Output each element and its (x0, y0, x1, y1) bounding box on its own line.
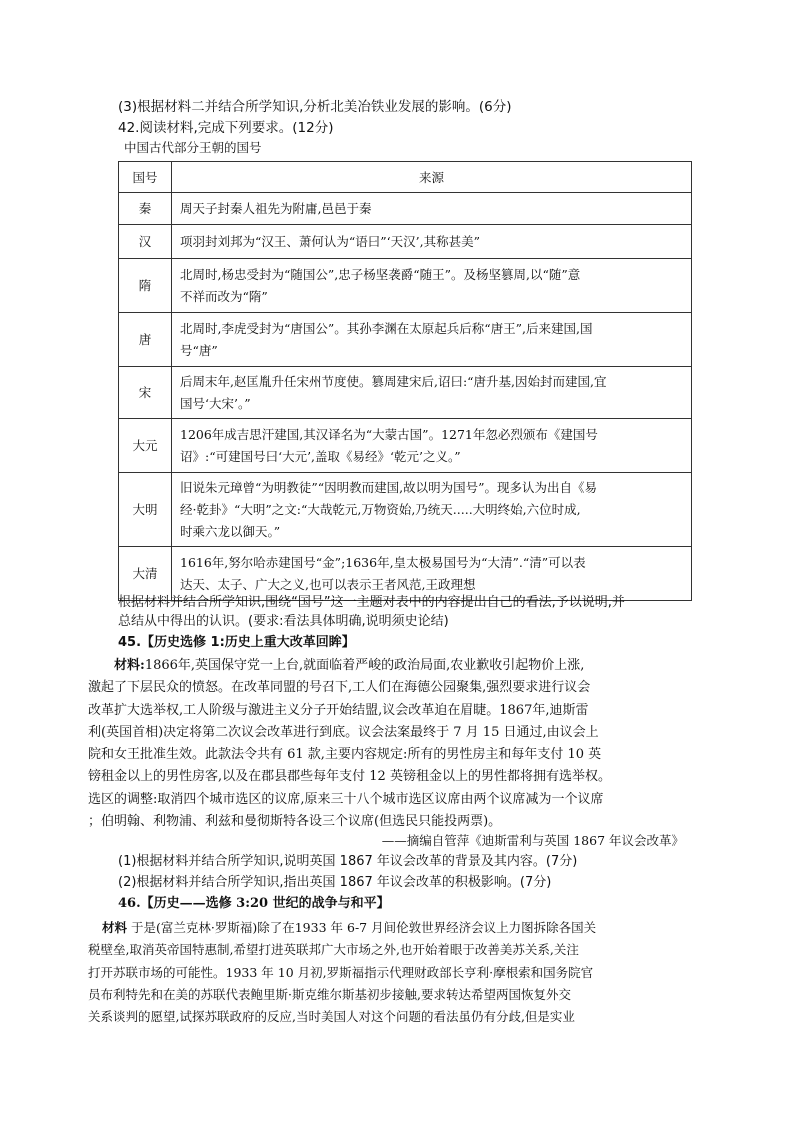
table-row (119, 193, 692, 225)
material-line: 利(英国首相)决定将第二次议会改革进行到底。议会法案最终于 7 月 15 日通过,由议会上 (88, 724, 599, 740)
q45-material (88, 655, 692, 833)
dynasty-source: 北周时,李虎受封为“唐国公”。其孙李渊在太原起兵后称“唐王”,后来建国,国 号“唐” (172, 313, 692, 367)
material-line: ；伯明翰、利物浦、利兹和曼彻斯特各设三个议席(但选民只能投两票)。 (88, 814, 502, 830)
dynasty-source: 项羽封刘邦为“汉王、萧何认为“语曰”‘天汉’,其称甚美” (172, 225, 692, 259)
q45-heading: 45.【历史选修 1:历史上重大改革回眸】 (118, 635, 355, 650)
material-line: 改革扩大选举权,工人阶级与激进主义分子开始结盟,议会改革迫在眉睫。1867年,迪斯雷 (88, 702, 589, 718)
dynasty-name: 隋 (119, 259, 172, 313)
header-name: 国号 (119, 162, 172, 193)
material-line: 关系谈判的愿望,试探苏联政府的反应,当时美国人对这个问题的看法虽仍有分歧,但是实业 (88, 1009, 575, 1025)
material-line: 镑租金以上的男性房客,以及在郡县郡些每年支付 12 英镑租金以上的男性都将拥有选举权。 (88, 769, 611, 785)
table-title: 中国古代部分王朝的国号 (124, 140, 262, 155)
material-line: 院和女王批准生效。此款法令共有 61 款,主要内容规定:所有的男性房主和每年支付 10 英 (88, 747, 602, 763)
q45-sub2: (2)根据材料并结合所学知识,指出英国 1867 年议会改革的积极影响。(7分) (118, 875, 552, 890)
table-row (119, 225, 692, 259)
q42-stem: 42.阅读材料,完成下列要求。(12分) (118, 120, 334, 136)
q42-requirement-line2: 总结从中得出的认识。(要求:看法具体明确,说明须史论结) (118, 614, 449, 629)
table-row (119, 473, 692, 547)
q45-source: ——摘编自管萍《迪斯雷利与英国 1867 年议会改革》 (381, 833, 684, 848)
material-line: 员布利特先和在美的苏联代表鲍里斯·斯克维尔斯基初步接触,要求转达希望两国恢复外交 (88, 986, 571, 1002)
material-label: 材料: (114, 658, 145, 673)
dynasty-source: 北周时,杨忠受封为“随国公”,忠子杨坚袭爵“随王”。及杨坚篡周,以“随”意 不祥而改为“隋” (172, 259, 692, 313)
dynasty-source: 1616年,努尔哈赤建国号“金”;1636年,皇太极易国号为“大清”.“清”可以表 达天、太子、广大之义,也可以表示王者风范,王政理想 (172, 547, 692, 601)
q46-material (88, 917, 692, 1028)
table-row (119, 367, 692, 419)
dynasty-name-table (118, 161, 692, 601)
dynasty-name: 唐 (119, 313, 172, 367)
dynasty-name: 大清 (119, 547, 172, 601)
table-row (119, 547, 692, 601)
material-line: 选区的调整:取消四个城市选区的议席,原来三十八个城市选区议席由两个议席减为一个议席 (88, 791, 604, 807)
dynasty-name: 秦 (119, 193, 172, 225)
dynasty-name: 大明 (119, 473, 172, 547)
table-header-row (119, 162, 692, 193)
table-row (119, 259, 692, 313)
dynasty-name: 汉 (119, 225, 172, 259)
material-line: 税壁垒,取消英帝国特惠制,希望打进英联邦广大市场之外,也开始着眼于改善美苏关系,关注 (88, 942, 579, 958)
q46-heading: 46.【历史——选修 3:20 世纪的战争与和平】 (118, 896, 390, 911)
table-row (119, 419, 692, 473)
material-label: 材料 (102, 920, 128, 935)
dynasty-name: 宋 (119, 367, 172, 419)
dynasty-source: 后周末年,赵匡胤升任宋州节度使。篡周建宋后,诏曰:“唐升基,因始封而建国,宜 国号‘大宋’。” (172, 367, 692, 419)
material-line: 材料 于是(富兰克林·罗斯福)除了在1933 年 6-7 月间伦敦世界经济会议上力图拆除各国关 (102, 920, 597, 935)
q41-sub3: (3)根据材料二并结合所学知识,分析北美冶铁业发展的影响。(6分) (118, 99, 512, 115)
dynasty-source: 1206年成吉思汗建国,其汉译名为“大蒙古国”。1271年忽必烈颁布《建国号 诏》:“可建国号曰‘大元’,盖取《易经》‘乾元’之义。” (172, 419, 692, 473)
q42-requirement-line1: 根据材料并结合所学知识,围绕“国号”这一主题对表中的内容提出自己的看法,予以说明,并 (118, 595, 625, 610)
dynasty-name: 大元 (119, 419, 172, 473)
material-line: 打开苏联市场的可能性。1933 年 10 月初,罗斯福指示代理财政部长亨利·摩根索和国务院官 (88, 964, 594, 980)
dynasty-source: 周天子封秦人祖先为附庸,邑邑于秦 (172, 193, 692, 225)
material-line: 材料:1866年,英国保守党一上台,就面临着严峻的政治局面,农业歉收引起物价上涨, (114, 658, 585, 673)
material-line: 激起了下层民众的愤怒。在改革同盟的号召下,工人们在海德公园聚集,强烈要求进行议会 (88, 680, 591, 696)
table-row (119, 313, 692, 367)
q45-sub1: (1)根据材料并结合所学知识,说明英国 1867 年议会改革的背景及其内容。(7分) (118, 854, 578, 869)
dynasty-source: 旧说朱元璋曾“为明教徒”“因明教而建国,故以明为国号”。现多认为出自《易 经·乾卦》“大明”之文:“大哉乾元,万物资始,乃统天.....大明终始,六位时成, 时乘六龙以御天。” (172, 473, 692, 547)
header-source: 来源 (172, 162, 692, 193)
